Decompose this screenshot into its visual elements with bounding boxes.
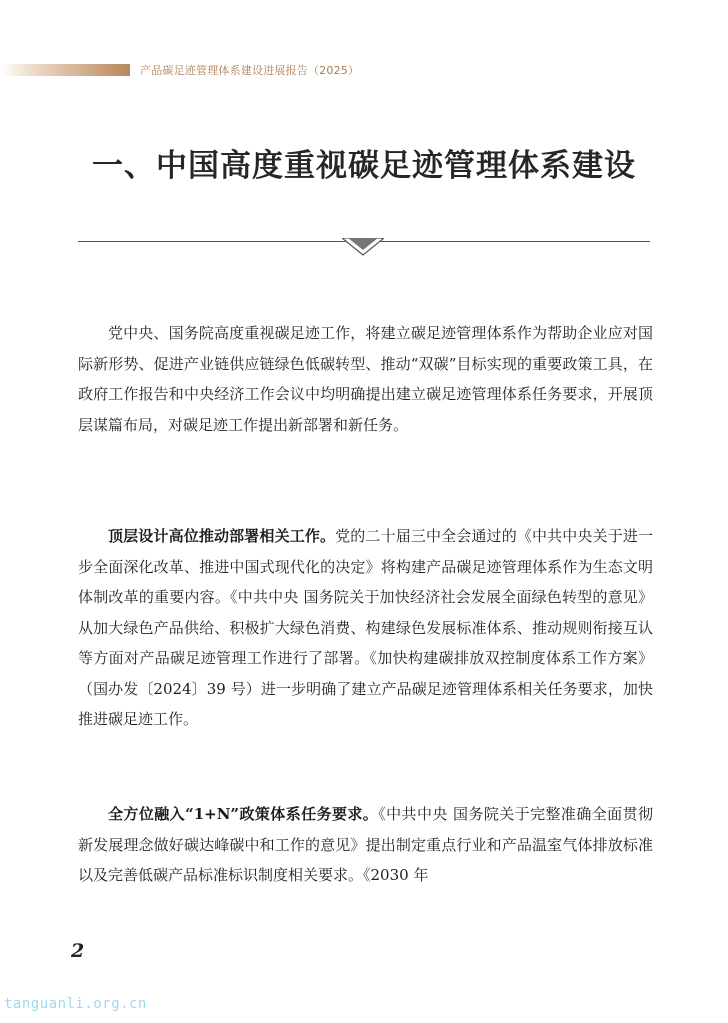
divider-chevron-icon <box>342 238 384 256</box>
paragraph-policy-integration <box>78 799 653 891</box>
paragraph-intro <box>78 318 653 440</box>
running-header: 产品碳足迹管理体系建设进展报告（2025） <box>140 64 360 77</box>
paragraph-text: 党中央、国务院高度重视碳足迹工作，将建立碳足迹管理体系作为帮助企业应对国际新形势、促进产业链供应链绿色低碳转型、推动“双碳”目标实现的重要政策工具，在政府工作报告和中央经济工作会议中均明确提出建立碳足迹管理体系任务要求，开展顶层谋篇布局，对碳足迹工作提出新部署和新任务。 <box>78 324 653 434</box>
paragraph-text: 《中共中央 国务院关于完整准确全面贯彻新发展理念做好碳达峰碳中和工作的意见》提出制定重点行业和产品温室气体排放标准以及完善低碳产品标准标识制度相关要求。《2030 年 <box>78 805 653 884</box>
header-accent-bar <box>0 64 130 76</box>
paragraph-text: 党的二十届三中全会通过的《中共中央关于进一步全面深化改革、推进中国式现代化的决定》将构建产品碳足迹管理体系作为生态文明体制改革的重要内容。《中共中央 国务院关于加快经济社会发展全面绿色转型的意见》从加大绿色产品供给、积极扩大绿色消费、构建绿色发展标准体系、推动规则衔接互认等方面对产品碳足迹管理工作进行了部署。《加快构建碳排放双控制度体系工作方案》（国办发〔2024〕39 号）进一步明确了建立产品碳足迹管理体系相关任务要求，加快推进碳足迹工作。 <box>78 527 653 728</box>
site-watermark: tanguanli.org.cn <box>4 996 147 1012</box>
paragraph-lead: 顶层设计高位推动部署相关工作。 <box>108 527 336 545</box>
paragraph-top-level-design <box>78 521 653 735</box>
paragraph-lead: 全方位融入“1+N”政策体系任务要求。 <box>108 805 379 823</box>
page-number: 2 <box>71 940 85 962</box>
section-title: 一、中国高度重视碳足迹管理体系建设 <box>92 148 636 184</box>
